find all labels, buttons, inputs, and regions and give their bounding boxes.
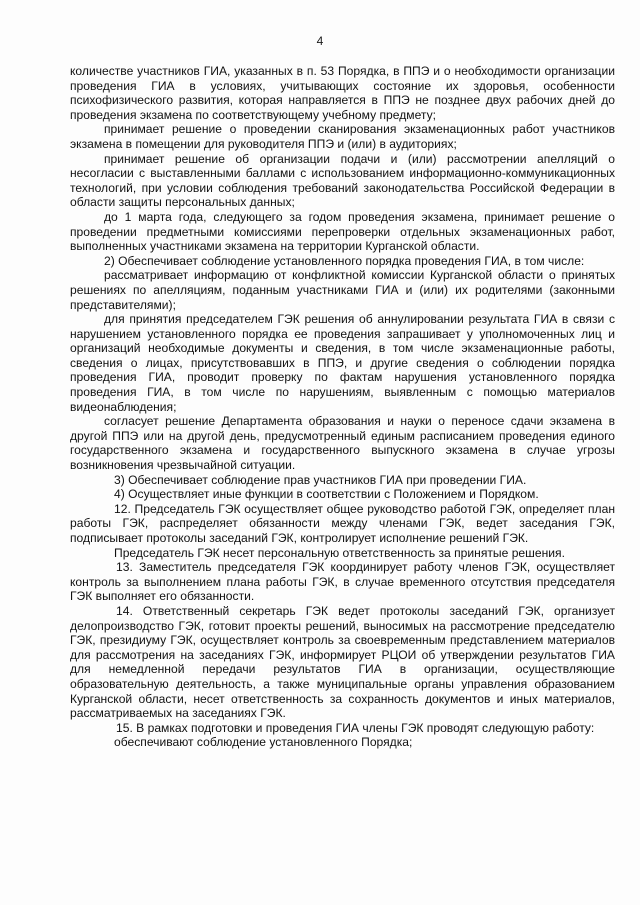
paragraph: принимает решение о проведении сканирования экзаменационных работ участников экзамена в помещении для руководителя ППЭ и (или) в аудиториях; bbox=[70, 122, 615, 151]
paragraph: 12. Председатель ГЭК осуществляет общее руководство работой ГЭК, определяет план работы ГЭК, распределяет обязанности между членами ГЭК, ведет заседания ГЭК, подписывает протоколы заседаний ГЭК, контролирует исполнение решений ГЭК. bbox=[70, 501, 615, 545]
paragraph: 2) Обеспечивает соблюдение установленного порядка проведения ГИА, в том числе: bbox=[104, 253, 585, 268]
paragraph: принимает решение об организации подачи и (или) рассмотрении апелляций о несогласии с выставленными баллами с использованием информационно-коммуникационных технологий, при условии соблюдения требований законодательства Российской Федерации в области защиты персональных данных; bbox=[70, 151, 615, 210]
paragraph: 13. Заместитель председателя ГЭК координирует работу членов ГЭК, осуществляет контроль за выполнением плана работы ГЭК, в случае временного отсутствия председателя ГЭК выполняет его обязанности. bbox=[70, 560, 615, 604]
paragraph: количестве участников ГИА, указанных в п. 53 Порядка, в ППЭ и о необходимости организации проведения ГИА в условиях, учитывающих состояние их здоровья, особенности психофизического развития, которая направляется в ППЭ не позднее двух рабочих дней до проведения экзамена по соответствующему учебному предмету; bbox=[70, 64, 615, 122]
paragraph: 4) Осуществляет иные функции в соответствии с Положением и Порядком. bbox=[114, 487, 539, 502]
document-body bbox=[70, 64, 615, 750]
paragraph: 3) Обеспечивает соблюдение прав участников ГИА при проведении ГИА. bbox=[114, 472, 527, 487]
paragraph: для принятия председателем ГЭК решения об аннулировании результата ГИА в связи с нарушением установленного порядка ее проведения запрашивает у уполномоченных лиц и организаций необходимые документы и сведения, в том числе экзаменационные работы, сведения о лицах, присутствовавших в ППЭ, и другие сведения о соблюдении порядка проведения ГИА, проводит проверку по фактам нарушения установленного порядка проведения ГИА, в том числе по нарушениям, выявленным с помощью материалов видеонаблюдения; bbox=[70, 312, 615, 414]
paragraph: 14. Ответственный секретарь ГЭК ведет протоколы заседаний ГЭК, организует делопроизводство ГЭК, готовит проекты решений, выносимых на рассмотрение председателю ГЭК, президиуму ГЭК, осуществляет контроль за своевременным представлением материалов для рассмотрения на заседаниях ГЭК, информирует РЦОИ об утверждении результатов ГИА для немедленной передачи результатов ГИА в организации, осуществляющие образовательную деятельность, а также муниципальные органы управления образованием Курганской области, несет ответственность за сохранность документов и иных материалов, рассматриваемых на заседаниях ГЭК. bbox=[70, 603, 615, 721]
paragraph: рассматривает информацию от конфликтной комиссии Курганской области о принятых решениях по апелляциям, поданным участниками ГИА и (или) их родителями (законными представителями); bbox=[70, 268, 615, 312]
page-number: 4 bbox=[316, 34, 324, 48]
paragraph: согласует решение Департамента образования и науки о переносе сдачи экзамена в другой ППЭ или на другой день, предусмотренный единым расписанием проведения единого государственного экзамена и государственного выпускного экзамена в случае угрозы возникновения чрезвычайной ситуации. bbox=[70, 414, 615, 473]
paragraph: 15. В рамках подготовки и проведения ГИА члены ГЭК проводят следующую работу: bbox=[116, 720, 595, 735]
paragraph: до 1 марта года, следующего за годом проведения экзамена, принимает решение о проведении предметными комиссиями перепроверки отдельных экзаменационных работ, выполненных участниками экзамена на территории Курганской области. bbox=[70, 209, 615, 254]
paragraph: обеспечивают соблюдение установленного Порядка; bbox=[114, 735, 413, 750]
paragraph: Председатель ГЭК несет персональную ответственность за принятые решения. bbox=[114, 545, 565, 560]
